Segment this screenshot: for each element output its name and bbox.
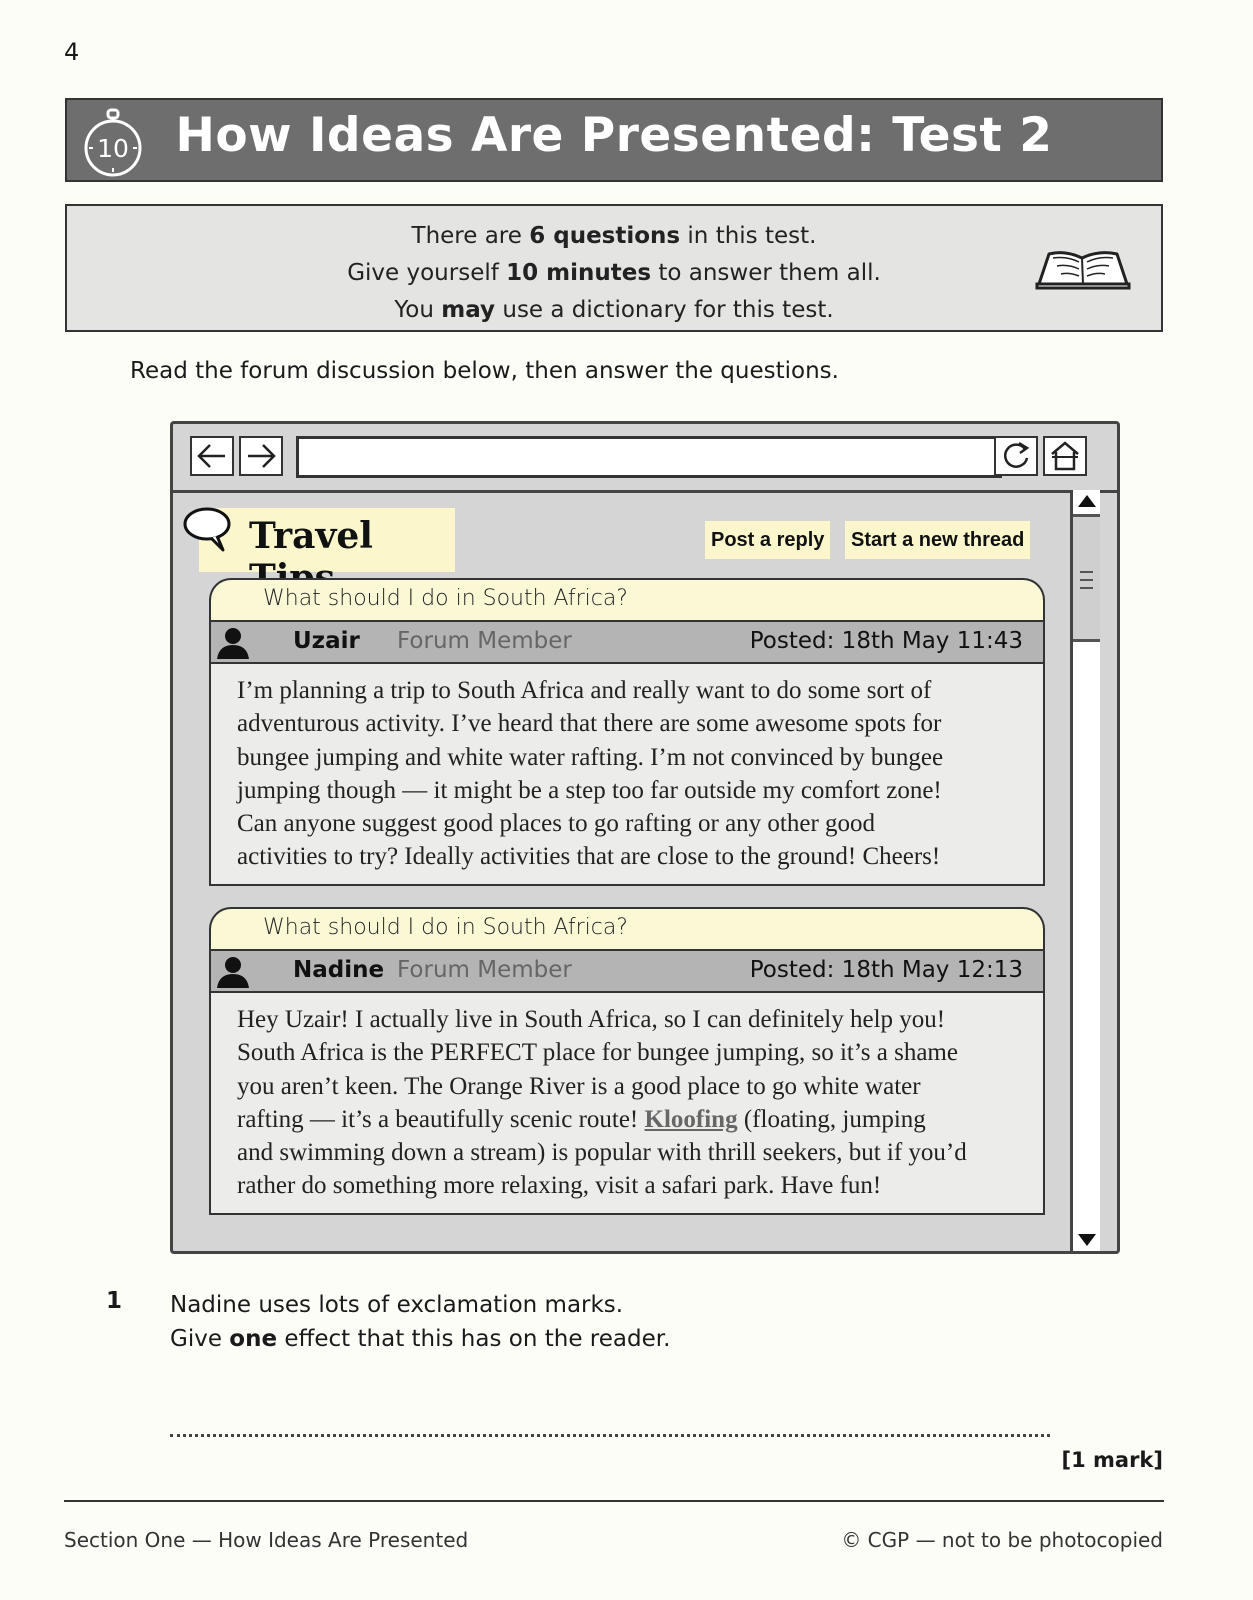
post-line: adventurous activity. I’ve heard that there are some awesome spots for <box>237 710 942 738</box>
triangle-up-icon <box>1077 493 1097 509</box>
post-header <box>209 620 1045 664</box>
post-username[interactable]: Uzair <box>293 628 360 654</box>
home-icon <box>1048 439 1082 473</box>
forward-button[interactable] <box>239 436 283 476</box>
user-avatar-icon <box>215 625 251 661</box>
timer-label: 10 <box>97 134 129 163</box>
address-bar[interactable] <box>296 436 1002 478</box>
post-header <box>209 949 1045 993</box>
footer-divider <box>64 1500 1164 1502</box>
post-line: Hey Uzair! I actually live in South Africa, so I can definitely help you! <box>237 1006 946 1033</box>
grip-line <box>1080 579 1093 581</box>
grip-line <box>1080 587 1093 589</box>
refresh-icon <box>999 439 1033 473</box>
post-reply-button[interactable]: Post a reply <box>705 521 830 559</box>
page-number: 4 <box>64 38 80 66</box>
triangle-down-icon <box>1077 1232 1097 1248</box>
toolbar-divider <box>173 490 1117 493</box>
post-line: Can anyone suggest good places to go rafting or any other good <box>237 810 876 838</box>
post-body <box>209 664 1045 886</box>
answer-line[interactable] <box>170 1434 1050 1437</box>
test-info-box <box>65 204 1163 332</box>
forum-logo <box>199 508 455 572</box>
page-title: How Ideas Are Presented: Test 2 <box>175 108 1053 163</box>
post-line: South Africa is the PERFECT place for bungee jumping, so it’s a shame <box>237 1039 958 1067</box>
post-line: I’m planning a trip to South Africa and really want to do some sort of <box>237 677 932 704</box>
post-user-role: Forum Member <box>397 957 572 983</box>
question-line-2: Give one effect that this has on the reader. <box>170 1326 671 1352</box>
scroll-thumb[interactable] <box>1073 514 1100 642</box>
post-line: bungee jumping and white water rafting. I’m not convinced by bungee <box>237 743 944 771</box>
new-thread-button[interactable]: Start a new thread <box>845 521 1030 559</box>
dictionary-book-icon <box>1035 244 1131 292</box>
post-line: activities to try? Ideally activities that are close to the ground! Cheers! <box>237 843 941 871</box>
grip-line <box>1080 571 1093 573</box>
user-avatar-icon <box>215 954 251 990</box>
post-line: rather do something more relaxing, visit a safari park. Have fun! <box>237 1172 882 1200</box>
post-subject: What should I do in South Africa? <box>209 578 1045 620</box>
post-body <box>209 993 1045 1215</box>
post-timestamp: Posted: 18th May 12:13 <box>749 957 1023 983</box>
post-line: you aren’t keen. The Orange River is a good place to go white water <box>237 1072 921 1100</box>
arrow-left-icon <box>195 441 229 471</box>
footer-copyright: © CGP — not to be photocopied <box>841 1528 1163 1552</box>
info-line-2: Give yourself 10 minutes to answer them all. <box>347 260 881 286</box>
refresh-button[interactable] <box>994 436 1038 476</box>
info-line-1: There are 6 questions in this test. <box>411 223 817 249</box>
kloofing-link[interactable]: Kloofing <box>644 1105 738 1133</box>
post-line: and swimming down a stream) is popular with thrill seekers, but if you’d <box>237 1139 967 1167</box>
stopwatch-icon <box>77 104 149 180</box>
post-subject: What should I do in South Africa? <box>209 907 1045 949</box>
test-info-text <box>67 218 1161 329</box>
post-line: rafting — it’s a beautifully scenic route! Kloofing (floating, jumping <box>237 1105 926 1133</box>
instruction-text: Read the forum discussion below, then answer the questions. <box>130 358 839 384</box>
scroll-down-button[interactable] <box>1073 1229 1100 1251</box>
scroll-up-button[interactable] <box>1073 490 1100 512</box>
post-timestamp: Posted: 18th May 11:43 <box>749 628 1023 654</box>
arrow-right-icon <box>244 441 278 471</box>
forum-title: Travel <box>249 515 373 557</box>
back-button[interactable] <box>190 436 234 476</box>
question-number: 1 <box>106 1288 123 1314</box>
scrollbar[interactable] <box>1070 490 1100 1251</box>
marks-label: [1 mark] <box>1061 1448 1163 1472</box>
post-line: jumping though — it might be a step too far outside my comfort zone! <box>237 776 942 804</box>
home-button[interactable] <box>1043 436 1087 476</box>
question-text <box>170 1288 670 1356</box>
post-user-role: Forum Member <box>397 628 572 654</box>
post-username[interactable]: Nadine <box>293 957 385 983</box>
question-line-1: Nadine uses lots of exclamation marks. <box>170 1292 624 1318</box>
browser-window <box>170 421 1120 1254</box>
title-banner <box>65 98 1163 182</box>
footer-section: Section One — How Ideas Are Presented <box>64 1528 469 1552</box>
speech-bubble-icon <box>181 502 235 556</box>
info-line-3: You may use a dictionary for this test. <box>394 297 834 323</box>
